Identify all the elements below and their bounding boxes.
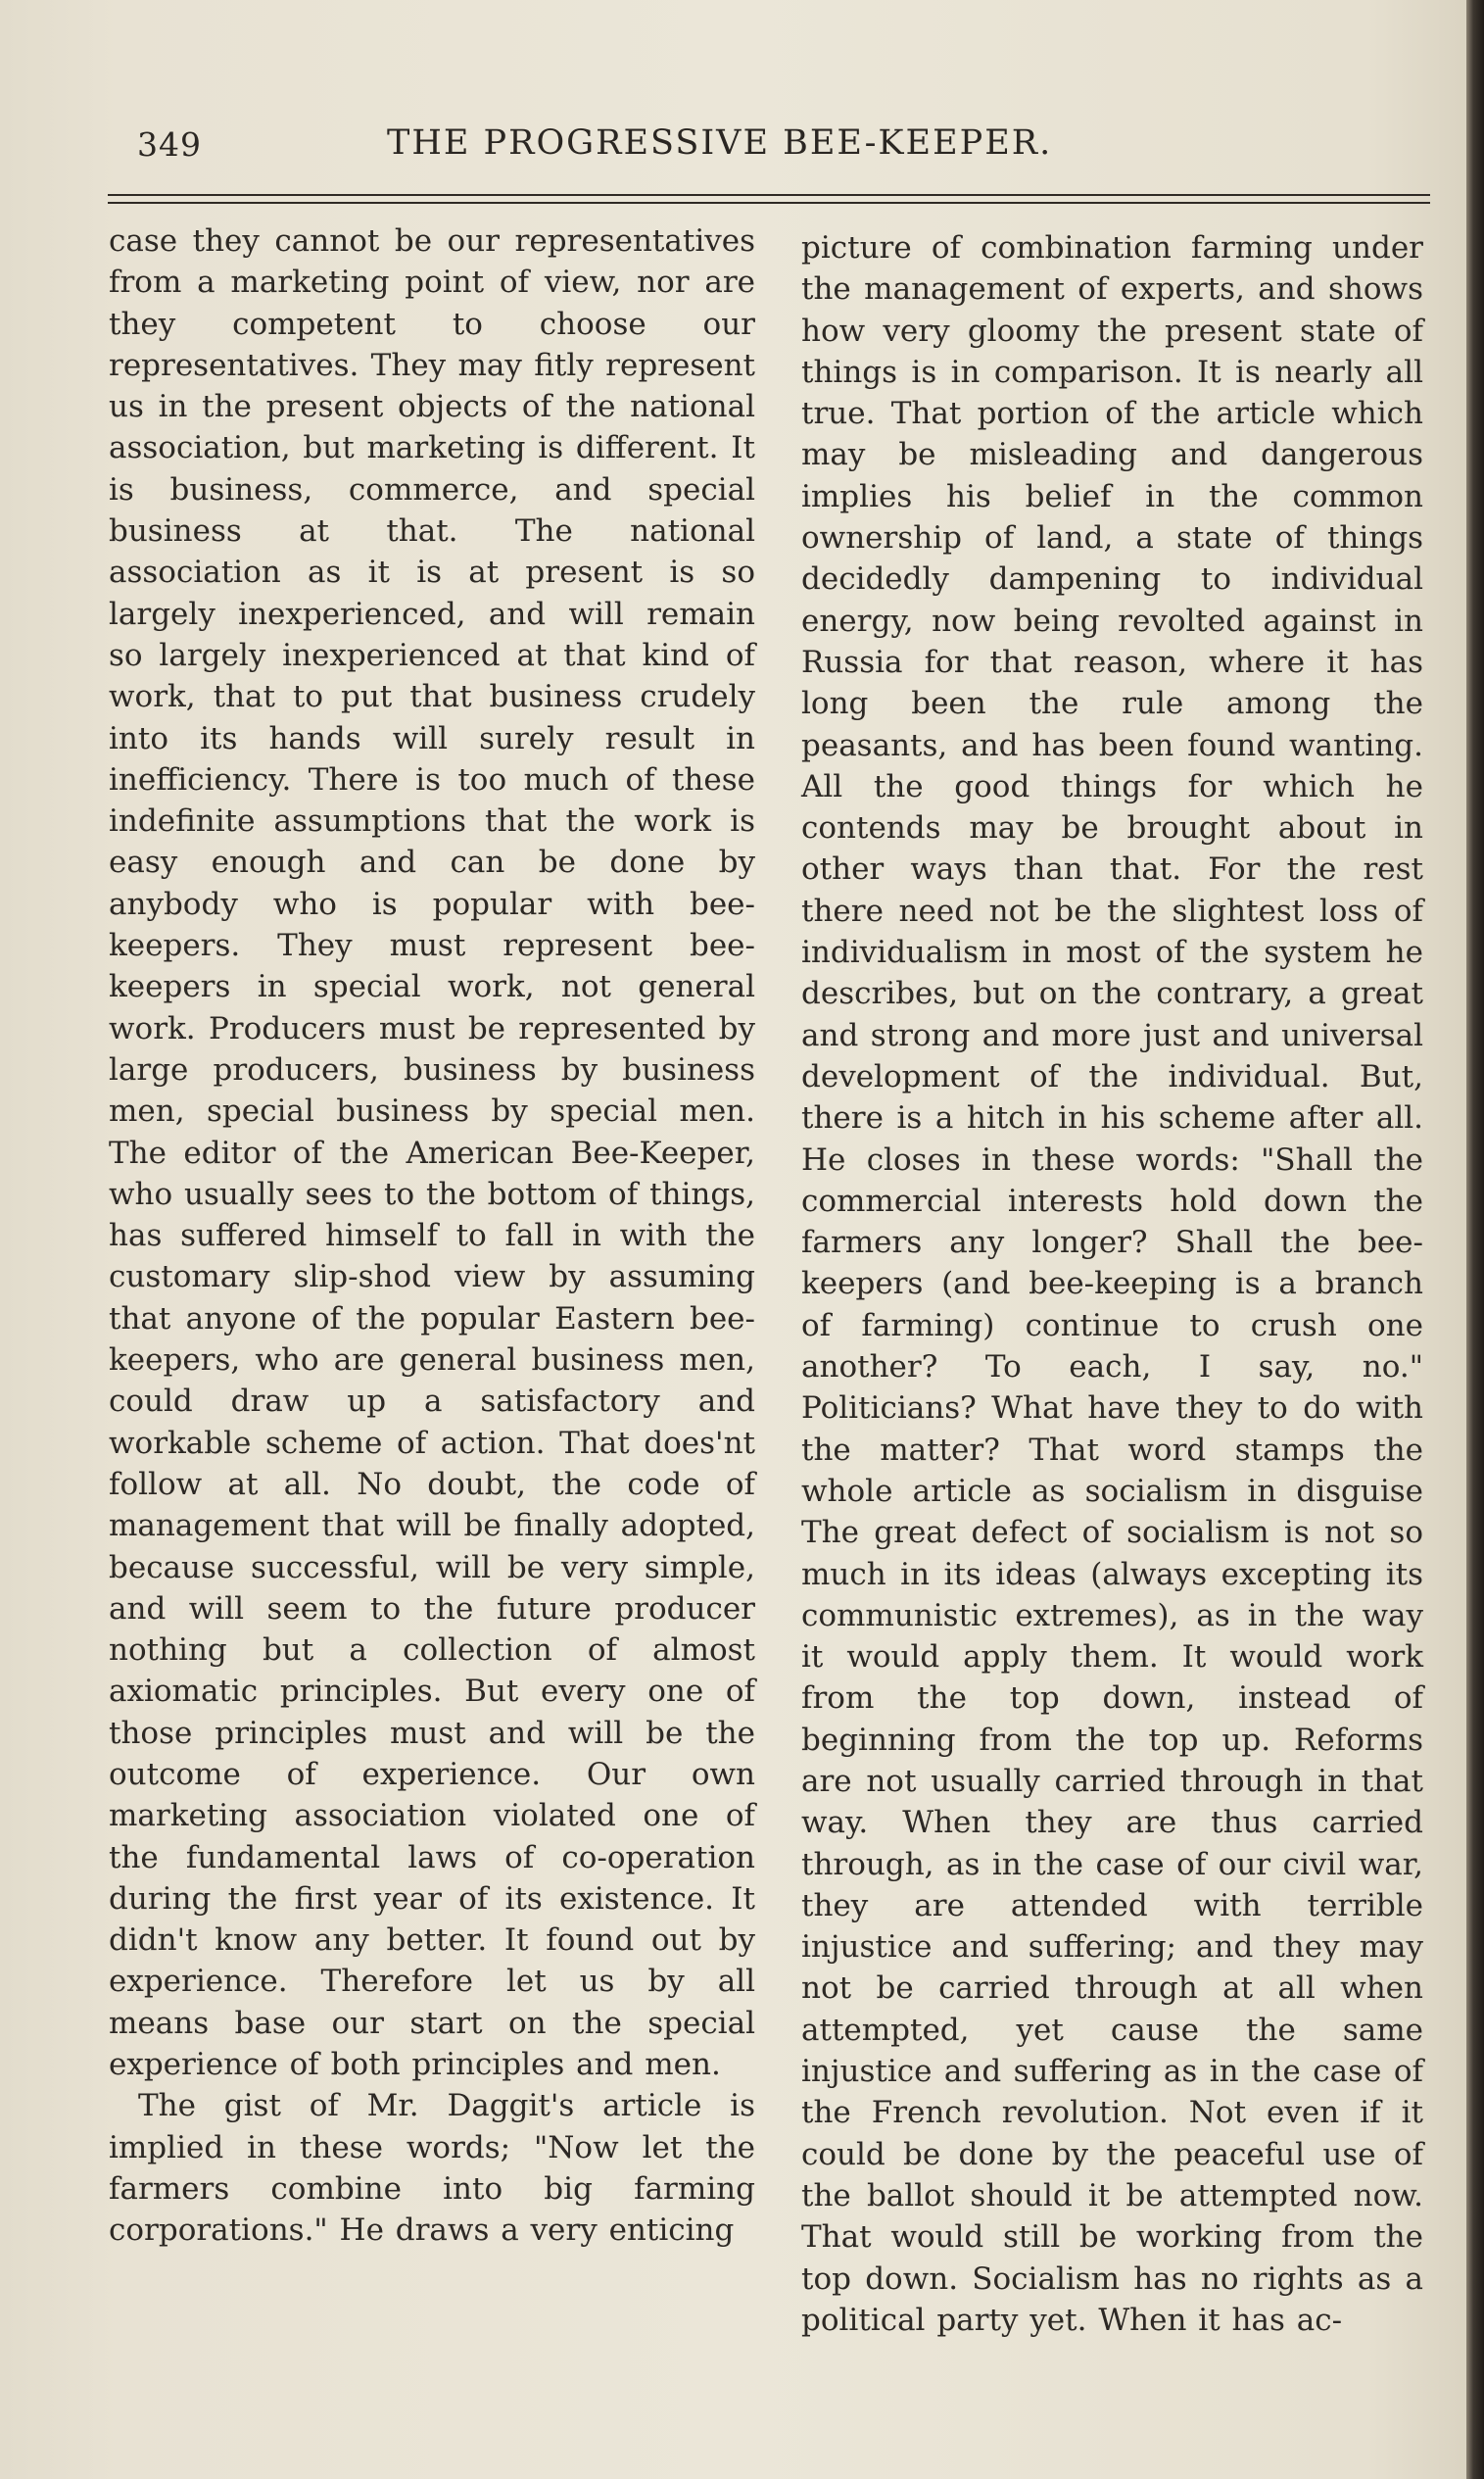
page-header bbox=[137, 116, 1430, 174]
left-paragraph-1: case they cannot be our representatives from a marketing point of view, nor are they competent to choose our representatives. They may fitly represent us in the present objects of the national association, but marketing is different. It is business, commerce, and special business at that. The national association as it is at present is so largely inexperienced, and will remain so largely inexperienced at that kind of work, that to put that business crudely into its hands will surely result in inefficiency. There is too much of these indefinite assumptions that the work is easy enough and can be done by anybody who is popular with bee-keepers. They must represent bee-keepers in special work, not general work. Producers must be represented by large producers, business by business men, special business by special men. The editor of the American Bee-Keeper, who usually sees to the bottom of things, has suffered himself to fall in with the customary slip-shod view by assuming that anyone of the popular Eastern bee-keepers, who are general business men, could draw up a satisfactory and workable scheme of action. That does'nt follow at all. No doubt, the code of management that will be finally adopted, because successful, will be very simple, and will seem to the future producer nothing but a collection of almost axiomatic principles. But every one of those principles must and will be the outcome of experience. Our own marketing association violated one of the fundamental laws of co-operation during the first year of its existence. It didn't know any better. It found out by experience. Therefore let us by all means base our start on the special experience of both principles and men. bbox=[109, 223, 755, 2083]
right-column bbox=[801, 227, 1423, 2341]
left-column bbox=[109, 220, 755, 2252]
header-rule-top bbox=[108, 194, 1430, 196]
header-rule-bottom bbox=[108, 202, 1430, 204]
page-binding-edge bbox=[1466, 0, 1484, 2479]
right-paragraph-1: picture of combination farming under the management of experts, and shows how very gloomy the present state of things is in comparison. It is nearly all true. That portion of the article which may be misleading and dangerous implies his belief in the common ownership of land, a state of things decidedly dampening to individual energy, now being revolted against in Russia for that reason, where it has long been the rule among the peasants, and has been found wanting. All the good things for which he contends may be brought about in other ways than that. For the rest there need not be the slightest loss of individualism in most of the system he describes, but on the contrary, a great and strong and more just and universal development of the individual. But, there is a hitch in his scheme after all. He closes in these words: "Shall the commercial interests hold down the farmers any longer? Shall the bee-keepers (and bee-keeping is a branch of farming) continue to crush one another? To each, I say, no." Politicians? What have they to do with the matter? That word stamps the whole article as socialism in disguise The great defect of socialism is not so much in its ideas (always excepting its communistic extremes), as in the way it would apply them. It would work from the top down, instead of beginning from the top up. Reforms are not usually carried through in that way. When they are thus carried through, as in the case of our civil war, they are attended with terrible injustice and suffering; and they may not be carried through at all when attempted, yet cause the same injustice and suffering as in the case of the French revolution. Not even if it could be done by the peaceful use of the ballot should it be attempted now. That would still be working from the top down. Socialism has no rights as a political party yet. When it has ac- bbox=[801, 230, 1423, 2338]
left-paragraph-2: The gist of Mr. Daggit's article is implied in these words; "Now let the farmers combine into big farming corporations." He draws a very enticing bbox=[109, 2088, 755, 2249]
page-number: 349 bbox=[137, 125, 202, 164]
running-title: THE PROGRESSIVE BEE-KEEPER. bbox=[387, 123, 1053, 163]
